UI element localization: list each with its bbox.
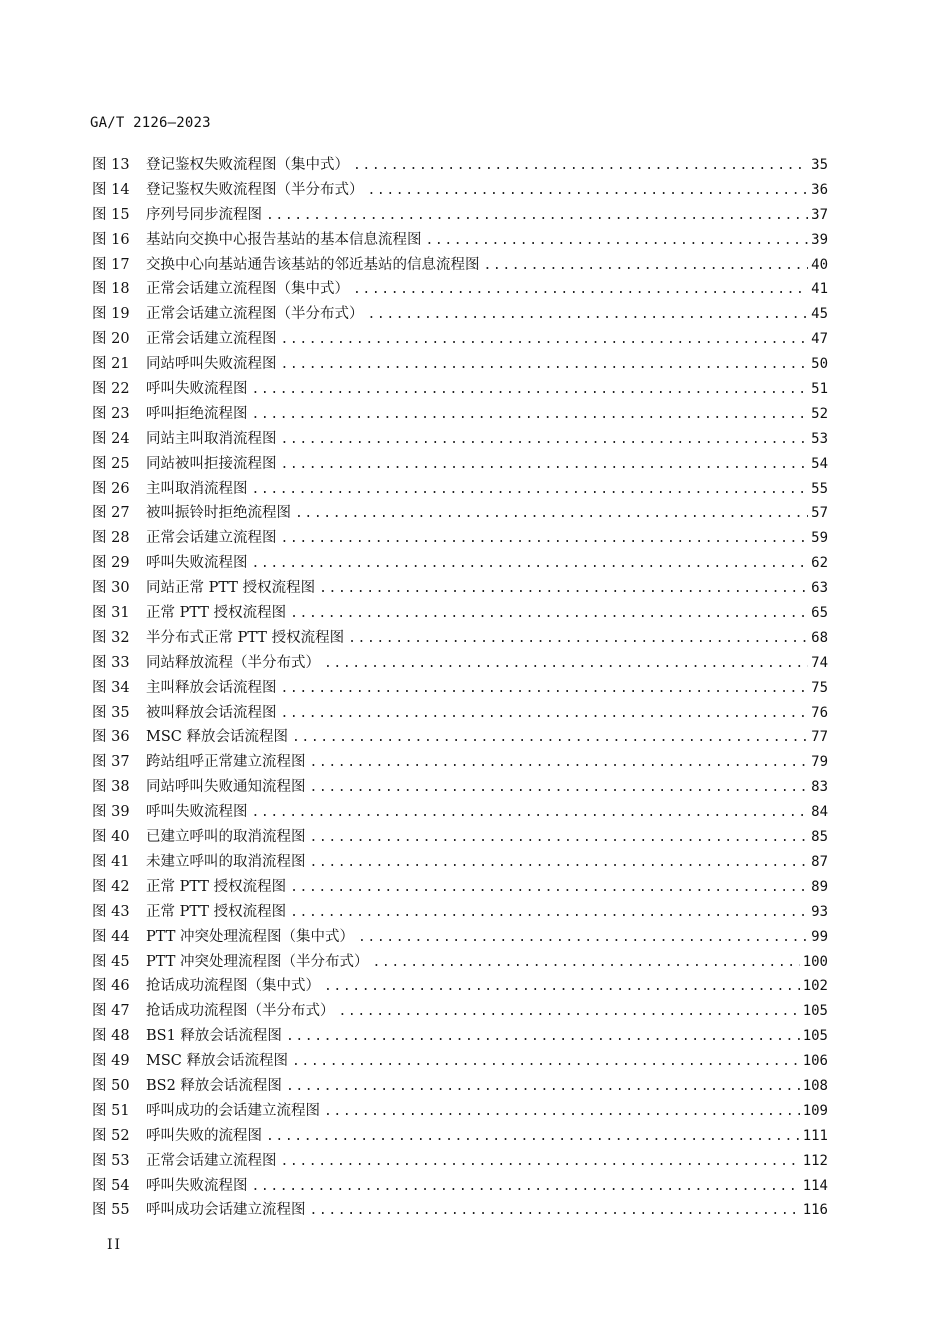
figure-number: 图 13 <box>92 157 130 173</box>
page-number: 36 <box>811 181 828 198</box>
toc-entry[interactable] <box>92 327 828 352</box>
figure-number: 图 31 <box>92 605 130 622</box>
page-number: 76 <box>811 704 828 721</box>
dot-leader <box>252 403 809 428</box>
figure-number: 图 40 <box>92 829 130 846</box>
figure-title: 交换中心向基站通告该基站的邻近基站的信息流程图 <box>146 256 480 273</box>
dot-leader <box>324 975 800 1000</box>
toc-entry[interactable] <box>92 999 828 1024</box>
toc-entry[interactable] <box>92 452 828 477</box>
figure-number: 图 49 <box>92 1053 130 1070</box>
dot-leader <box>484 254 809 279</box>
figure-title: 正常 PTT 授权流程图 <box>146 903 287 920</box>
figure-title: MSC 释放会话流程图 <box>146 1053 288 1070</box>
page-number: 68 <box>811 629 828 646</box>
dot-leader <box>372 951 799 976</box>
figure-title: MSC 释放会话流程图 <box>146 729 288 746</box>
page-number: 100 <box>802 953 828 970</box>
figure-title: 同站释放流程（半分布式） <box>146 654 320 671</box>
figure-number: 图 19 <box>92 306 130 323</box>
page-number: 116 <box>802 1202 828 1219</box>
dot-leader <box>319 577 808 602</box>
dot-leader <box>281 353 809 378</box>
figure-number: 图 22 <box>92 381 130 398</box>
toc-entry[interactable] <box>92 725 828 750</box>
toc-entry[interactable] <box>92 1024 828 1049</box>
dot-leader <box>368 303 809 328</box>
dot-leader <box>281 428 809 453</box>
toc-entry[interactable] <box>92 825 828 850</box>
page-number: 54 <box>811 455 828 472</box>
dot-leader <box>310 1199 800 1224</box>
page-number: 87 <box>811 853 828 870</box>
dot-leader <box>292 1050 800 1075</box>
page-number: 45 <box>811 306 828 323</box>
dot-leader <box>368 179 809 204</box>
figure-title: 同站被叫拒接流程图 <box>146 455 277 472</box>
figure-number: 图 28 <box>92 530 130 547</box>
figure-title: 同站正常 PTT 授权流程图 <box>146 580 316 597</box>
figure-title: 主叫释放会话流程图 <box>146 679 277 696</box>
figure-title: 被叫振铃时拒绝流程图 <box>146 505 291 522</box>
dot-leader <box>281 1150 800 1175</box>
dot-leader <box>286 1025 800 1050</box>
figure-title: 呼叫拒绝流程图 <box>146 405 248 422</box>
figure-title: 正常会话建立流程图 <box>146 331 277 348</box>
figure-number: 图 34 <box>92 679 130 696</box>
dot-leader <box>252 801 809 826</box>
figure-number: 图 25 <box>92 455 130 472</box>
figure-number: 图 18 <box>92 281 130 298</box>
page-number: 89 <box>811 878 828 895</box>
figure-title: 呼叫成功的会话建立流程图 <box>146 1102 320 1119</box>
toc-entry[interactable] <box>92 402 828 427</box>
toc-entry[interactable] <box>92 501 828 526</box>
figure-title: 正常会话建立流程图（集中式） <box>146 281 349 298</box>
figure-number: 图 27 <box>92 505 130 522</box>
figure-number: 图 53 <box>92 1152 130 1169</box>
figure-number: 图 32 <box>92 629 130 646</box>
figure-title: 序列号同步流程图 <box>146 206 262 223</box>
toc-entry[interactable] <box>92 1198 828 1223</box>
dot-leader <box>290 901 808 926</box>
dot-leader <box>252 552 809 577</box>
page-number: 51 <box>811 381 828 398</box>
figure-title: 呼叫失败流程图 <box>146 555 248 572</box>
figure-number: 图 45 <box>92 953 130 970</box>
dot-leader <box>295 502 808 527</box>
toc-entry[interactable] <box>92 477 828 502</box>
page-number: 39 <box>811 231 828 248</box>
page-number: 50 <box>811 356 828 373</box>
toc-entry[interactable] <box>92 1174 828 1199</box>
figure-title: 正常会话建立流程图（半分布式） <box>146 306 364 323</box>
dot-leader <box>348 627 808 652</box>
figure-number: 图 36 <box>92 729 130 746</box>
page-number: 105 <box>802 1003 828 1020</box>
figure-number: 图 14 <box>92 181 130 198</box>
page-number: 108 <box>802 1077 828 1094</box>
toc-entry[interactable] <box>92 203 828 228</box>
dot-leader <box>310 826 809 851</box>
toc-entry[interactable] <box>92 974 828 999</box>
page-number: 77 <box>811 729 828 746</box>
dot-leader <box>290 876 808 901</box>
figure-title: 同站呼叫失败流程图 <box>146 356 277 373</box>
figure-table-of-contents <box>92 153 828 1223</box>
toc-entry[interactable] <box>92 601 828 626</box>
dot-leader <box>324 1100 800 1125</box>
dot-leader <box>353 278 808 303</box>
toc-entry[interactable] <box>92 526 828 551</box>
page-number: 62 <box>811 555 828 572</box>
figure-title: 同站主叫取消流程图 <box>146 430 277 447</box>
figure-number: 图 17 <box>92 256 130 273</box>
figure-number: 图 16 <box>92 231 130 248</box>
page-number: 85 <box>811 829 828 846</box>
figure-number: 图 37 <box>92 754 130 771</box>
figure-number: 图 44 <box>92 928 130 945</box>
page-number: 83 <box>811 779 828 796</box>
toc-entry[interactable] <box>92 576 828 601</box>
page-number: 59 <box>811 530 828 547</box>
page-number: 74 <box>811 654 828 671</box>
page-number: 57 <box>811 505 828 522</box>
toc-entry[interactable] <box>92 850 828 875</box>
toc-entry[interactable] <box>92 925 828 950</box>
figure-number: 图 39 <box>92 804 130 821</box>
page-number: 37 <box>811 206 828 223</box>
figure-title: 已建立呼叫的取消流程图 <box>146 829 306 846</box>
figure-title: 呼叫失败流程图 <box>146 804 248 821</box>
figure-number: 图 33 <box>92 654 130 671</box>
toc-entry[interactable] <box>92 1049 828 1074</box>
toc-entry[interactable] <box>92 302 828 327</box>
toc-entry[interactable] <box>92 1124 828 1149</box>
figure-number: 图 46 <box>92 978 130 995</box>
figure-number: 图 52 <box>92 1127 130 1144</box>
dot-leader <box>281 677 809 702</box>
toc-entry[interactable] <box>92 178 828 203</box>
page-number: 79 <box>811 754 828 771</box>
figure-number: 图 54 <box>92 1177 130 1194</box>
toc-entry[interactable] <box>92 875 828 900</box>
figure-title: 正常 PTT 授权流程图 <box>146 605 287 622</box>
dot-leader <box>426 229 809 254</box>
figure-title: 登记鉴权失败流程图（集中式） <box>146 157 349 173</box>
toc-entry[interactable] <box>92 701 828 726</box>
toc-entry[interactable] <box>92 377 828 402</box>
page-number-footer: II <box>107 1237 123 1253</box>
toc-entry[interactable] <box>92 626 828 651</box>
toc-entry[interactable] <box>92 1149 828 1174</box>
dot-leader <box>281 453 809 478</box>
figure-title: 正常 PTT 授权流程图 <box>146 878 287 895</box>
dot-leader <box>310 776 809 801</box>
page-number: 75 <box>811 679 828 696</box>
figure-title: 跨站组呼正常建立流程图 <box>146 754 306 771</box>
page-number: 99 <box>811 928 828 945</box>
figure-title: 正常会话建立流程图 <box>146 530 277 547</box>
page-number: 65 <box>811 605 828 622</box>
toc-entry[interactable] <box>92 153 828 178</box>
page-number: 40 <box>811 256 828 273</box>
figure-number: 图 43 <box>92 903 130 920</box>
figure-title: 未建立呼叫的取消流程图 <box>146 853 306 870</box>
figure-title: 被叫释放会话流程图 <box>146 704 277 721</box>
page-number: 53 <box>811 430 828 447</box>
page-number: 106 <box>802 1053 828 1070</box>
figure-title: 抢话成功流程图（集中式） <box>146 978 320 995</box>
page-number: 47 <box>811 331 828 348</box>
page-number: 41 <box>811 281 828 298</box>
figure-number: 图 35 <box>92 704 130 721</box>
page-number: 111 <box>802 1127 828 1144</box>
document-id-header: GA/T 2126—2023 <box>90 115 211 131</box>
figure-number: 图 21 <box>92 356 130 373</box>
figure-number: 图 55 <box>92 1202 130 1219</box>
dot-leader <box>324 652 808 677</box>
toc-entry[interactable] <box>92 352 828 377</box>
toc-entry[interactable] <box>92 253 828 278</box>
figure-number: 图 42 <box>92 878 130 895</box>
page-number: 52 <box>811 405 828 422</box>
figure-title: 抢话成功流程图（半分布式） <box>146 1003 335 1020</box>
toc-entry[interactable] <box>92 228 828 253</box>
figure-title: PTT 冲突处理流程图（集中式） <box>146 928 354 945</box>
dot-leader <box>290 602 808 627</box>
toc-entry[interactable] <box>92 1074 828 1099</box>
toc-entry[interactable] <box>92 277 828 302</box>
dot-leader <box>286 1075 800 1100</box>
figure-number: 图 30 <box>92 580 130 597</box>
figure-number: 图 29 <box>92 555 130 572</box>
figure-number: 图 15 <box>92 206 130 223</box>
figure-title: 呼叫成功会话建立流程图 <box>146 1202 306 1219</box>
toc-entry[interactable] <box>92 1099 828 1124</box>
dot-leader <box>310 751 809 776</box>
toc-entry[interactable] <box>92 750 828 775</box>
dot-leader <box>266 1125 800 1150</box>
toc-entry[interactable] <box>92 775 828 800</box>
toc-entry[interactable] <box>92 676 828 701</box>
figure-number: 图 38 <box>92 779 130 796</box>
figure-title: 基站向交换中心报告基站的基本信息流程图 <box>146 231 422 248</box>
figure-title: 正常会话建立流程图 <box>146 1152 277 1169</box>
figure-number: 图 41 <box>92 853 130 870</box>
dot-leader <box>252 1175 800 1200</box>
page-number: 35 <box>811 157 828 173</box>
toc-entry[interactable] <box>92 800 828 825</box>
figure-title: 半分布式正常 PTT 授权流程图 <box>146 629 345 646</box>
figure-title: BS1 释放会话流程图 <box>146 1028 282 1045</box>
figure-number: 图 51 <box>92 1102 130 1119</box>
dot-leader <box>310 851 809 876</box>
figure-number: 图 23 <box>92 405 130 422</box>
figure-title: PTT 冲突处理流程图（半分布式） <box>146 953 369 970</box>
figure-number: 图 50 <box>92 1077 130 1094</box>
dot-leader <box>281 702 809 727</box>
figure-title: 呼叫失败流程图 <box>146 381 248 398</box>
dot-leader <box>281 527 809 552</box>
dot-leader <box>353 154 808 179</box>
page-number: 84 <box>811 804 828 821</box>
toc-entry[interactable] <box>92 950 828 975</box>
page-number: 112 <box>802 1152 828 1169</box>
figure-title: 主叫取消流程图 <box>146 480 248 497</box>
dot-leader <box>281 328 809 353</box>
figure-number: 图 47 <box>92 1003 130 1020</box>
dot-leader <box>339 1000 800 1025</box>
figure-title: 呼叫失败流程图 <box>146 1177 248 1194</box>
toc-entry[interactable] <box>92 427 828 452</box>
figure-number: 图 24 <box>92 430 130 447</box>
figure-title: 呼叫失败的流程图 <box>146 1127 262 1144</box>
page-number: 102 <box>802 978 828 995</box>
page-number: 105 <box>802 1028 828 1045</box>
toc-entry[interactable] <box>92 651 828 676</box>
page-number: 63 <box>811 580 828 597</box>
dot-leader <box>266 204 808 229</box>
figure-number: 图 48 <box>92 1028 130 1045</box>
figure-title: 同站呼叫失败通知流程图 <box>146 779 306 796</box>
page-number: 109 <box>802 1102 828 1119</box>
figure-title: 登记鉴权失败流程图（半分布式） <box>146 181 364 198</box>
dot-leader <box>292 726 808 751</box>
figure-title: BS2 释放会话流程图 <box>146 1077 282 1094</box>
figure-number: 图 26 <box>92 480 130 497</box>
toc-entry[interactable] <box>92 900 828 925</box>
dot-leader <box>358 926 808 951</box>
page-number: 93 <box>811 903 828 920</box>
dot-leader <box>252 378 809 403</box>
figure-number: 图 20 <box>92 331 130 348</box>
toc-entry[interactable] <box>92 551 828 576</box>
page-number: 114 <box>802 1177 828 1194</box>
dot-leader <box>252 478 809 503</box>
page-number: 55 <box>811 480 828 497</box>
